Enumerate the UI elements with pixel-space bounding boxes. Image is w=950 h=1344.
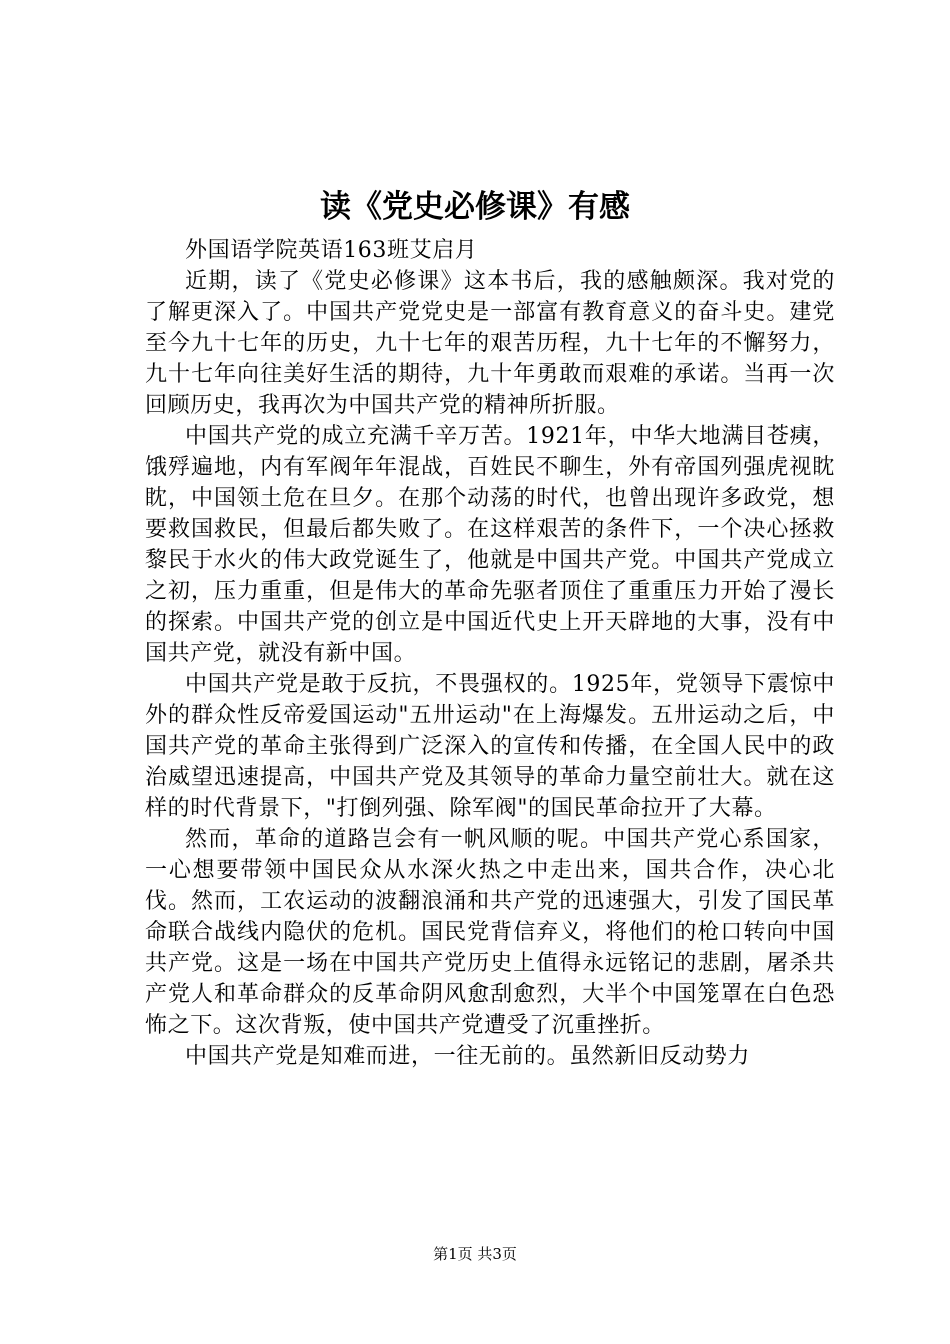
page-indicator: 第1页 共3页: [433, 1245, 517, 1263]
author-line: 外国语学院英语163班艾启月: [185, 238, 478, 263]
paragraph: 近期，读了《党史必修课》这本书后，我的感触颇深。我对党的了解更深入了。中国共产党党史是一部富有教育意义的奋斗史。建党至今九十七年的历史，九十七年的艰苦历程，九十七年的不懈努力，九十七年向往美好生活的期待，九十年勇敢而艰难的承诺。当再一次回顾历史，我再次为中国共产党的精神所折服。: [145, 269, 835, 418]
paragraph: 然而，革命的道路岂会有一帆风顺的呢。中国共产党心系国家，一心想要带领中国民众从水深火热之中走出来，国共合作，决心北伐。然而，工农运动的波翻浪涌和共产党的迅速强大，引发了国民革命联合战线内隐伏的危机。国民党背信弃义，将他们的枪口转向中国共产党。这是一场在中国共产党历史上值得永远铭记的悲剧，屠杀共产党人和革命群众的反革命阴风愈刮愈烈，大半个中国笼罩在白色恐怖之下。这次背叛，使中国共产党遭受了沉重挫折。: [145, 827, 835, 1038]
paragraph: 中国共产党是敢于反抗，不畏强权的。1925年，党领导下震惊中外的群众性反帝爱国运动"五卅运动"在上海爆发。五卅运动之后，中国共产党的革命主张得到广泛深入的宣传和传播，在全国人民中的政治威望迅速提高，中国共产党及其领导的革命力量空前壮大。就在这样的时代背景下，"打倒列强、除军阀"的国民革命拉开了大幕。: [145, 672, 835, 821]
paragraph: 中国共产党的成立充满千辛万苦。1921年，中华大地满目苍痍，饿殍遍地，内有军阀年年混战，百姓民不聊生，外有帝国列强虎视眈眈，中国领土危在旦夕。在那个动荡的时代，也曾出现许多政党，想要救国救民，但最后都失败了。在这样艰苦的条件下，一个决心拯救黎民于水火的伟大政党诞生了，他就是中国共产党。中国共产党成立之初，压力重重，但是伟大的革命先驱者顶住了重重压力开始了漫长的探索。中国共产党的创立是中国近代史上开天辟地的大事，没有中国共产党，就没有新中国。: [145, 424, 835, 666]
document-title: 读《党史必修课》有感: [320, 189, 630, 225]
document-body: [145, 235, 835, 1072]
paragraph: 中国共产党是知难而进，一往无前的。虽然新旧反动势力: [185, 1044, 751, 1069]
